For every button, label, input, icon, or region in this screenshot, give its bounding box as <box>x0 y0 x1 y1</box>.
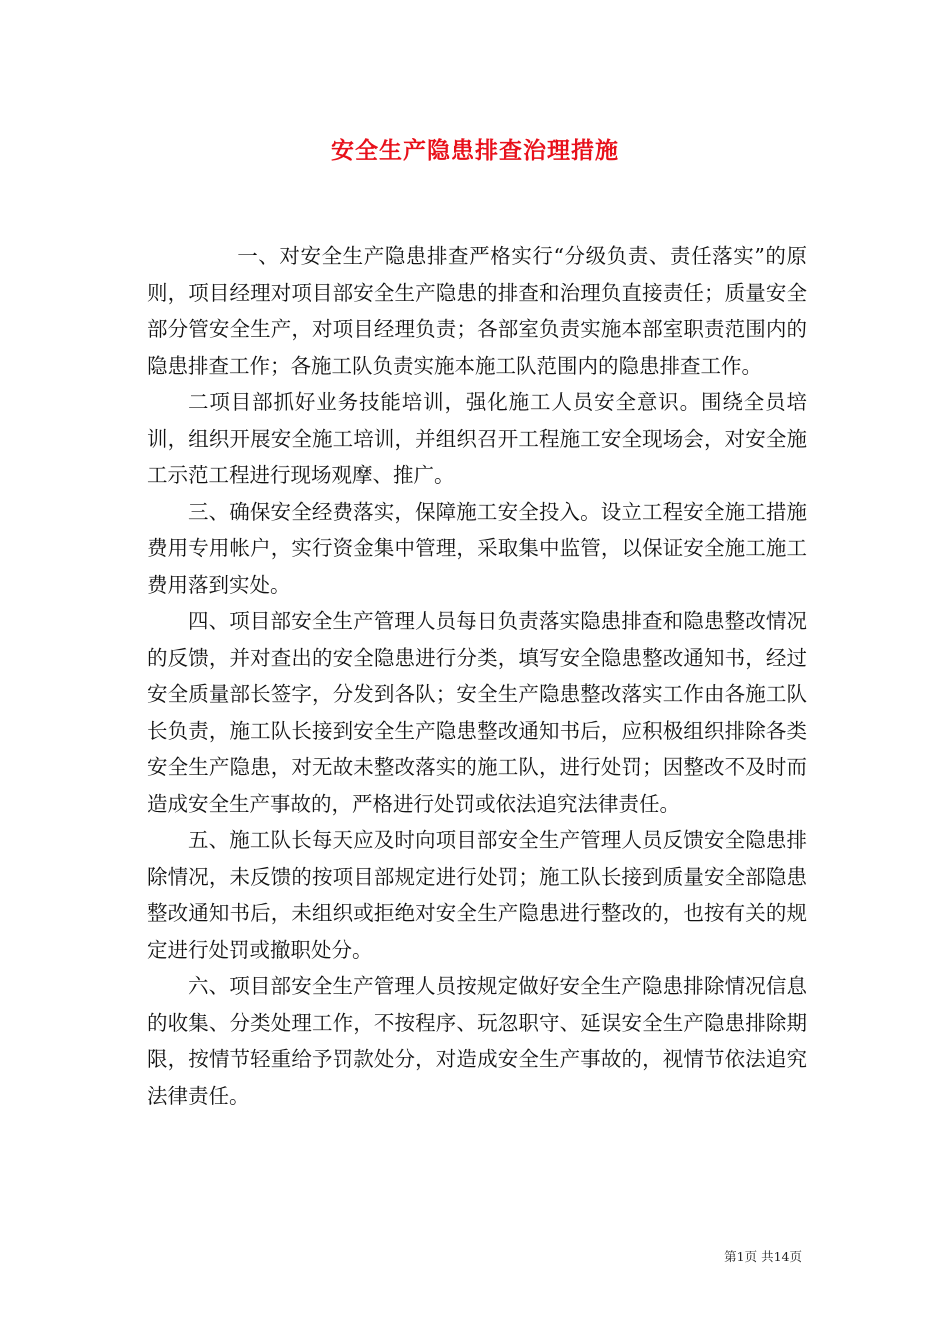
paragraph-2: 二项目部抓好业务技能培训，强化施工人员安全意识。围绕全员培训，组织开展安全施工培训，并组织召开工程施工安全现场会，对安全施工示范工程进行现场观摩、推广。 <box>147 390 807 487</box>
page-suffix: 页 <box>789 1249 802 1264</box>
page-total: 14 <box>773 1249 790 1264</box>
page-prefix: 第 <box>724 1249 737 1264</box>
document-body <box>147 238 807 1114</box>
page-number-footer <box>724 1247 802 1265</box>
page-current: 1 <box>736 1249 745 1264</box>
document-title: 安全生产隐患排查治理措施 <box>331 137 619 164</box>
paragraph-1: 一、对安全生产隐患排查严格实行“分级负责、责任落实”的原则，项目经理对项目部安全生产隐患的排查和治理负直接责任；质量安全部分管安全生产，对项目经理负责；各部室负责实施本部室职责范围内的隐患排查工作；各施工队负责实施本施工队范围内的隐患排查工作。 <box>147 244 807 378</box>
paragraph-3: 三、确保安全经费落实，保障施工安全投入。设立工程安全施工措施费用专用帐户，实行资金集中管理，采取集中监管，以保证安全施工施工费用落到实处。 <box>147 499 807 597</box>
paragraph-4: 四、项目部安全生产管理人员每日负责落实隐患排查和隐患整改情况的反馈，并对查出的安全隐患进行分类，填写安全隐患整改通知书，经过安全质量部长签字，分发到各队；安全生产隐患整改落实工作由各施工队长负责，施工队长接到安全生产隐患整改通知书后，应积极组织排除各类安全生产隐患，对无故未整改落实的施工队，进行处罚；因整改不及时而造成安全生产事故的，严格进行处罚或依法追究法律责任。 <box>147 609 807 816</box>
paragraph-5: 五、施工队长每天应及时向项目部安全生产管理人员反馈安全隐患排除情况，未反馈的按项目部规定进行处罚；施工队长接到质量安全部隐患整改通知书后，未组织或拒绝对安全生产隐患进行整改的，也按有关的规定进行处罚或撤职处分。 <box>147 828 807 962</box>
paragraph-6: 六、项目部安全生产管理人员按规定做好安全生产隐患排除情况信息的收集、分类处理工作，不按程序、玩忽职守、延误安全生产隐患排除期限，按情节轻重给予罚款处分，对造成安全生产事故的，视情节依法追究法律责任。 <box>147 974 807 1108</box>
page-middle: 页 共 <box>744 1249 774 1264</box>
